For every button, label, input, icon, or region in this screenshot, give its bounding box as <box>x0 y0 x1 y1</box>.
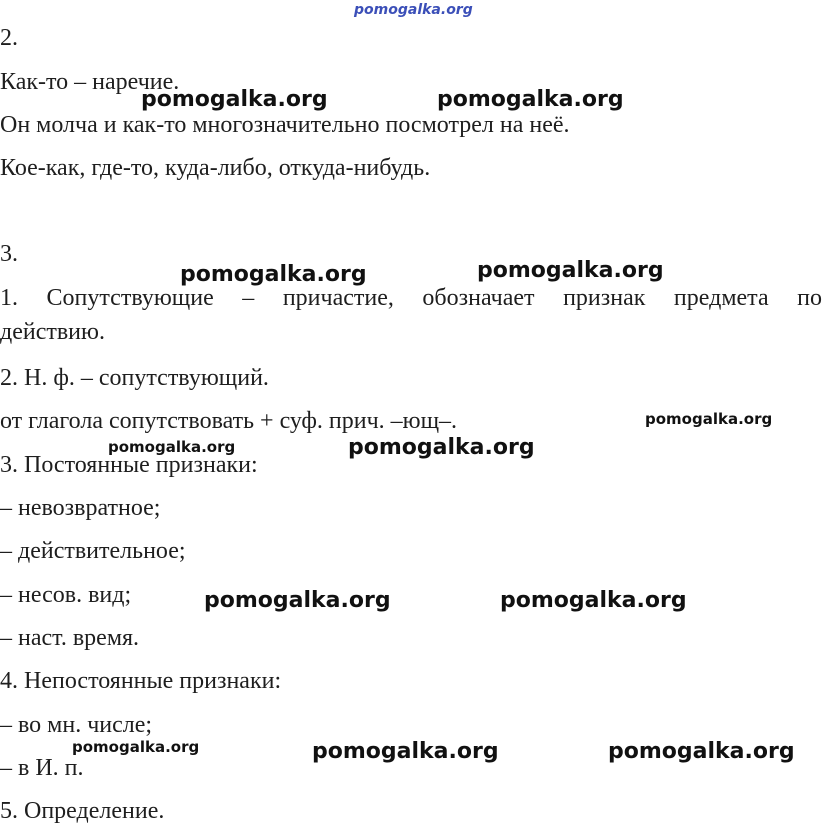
section-3-item-1-cont: действию. <box>0 319 105 345</box>
section-3-number: 3. <box>0 241 18 267</box>
section-2-line-1: Как-то – наречие. <box>0 69 180 95</box>
watermark-top: pomogalka.org <box>354 2 473 18</box>
watermark: pomogalka.org <box>108 438 236 456</box>
section-3-item-2-sub: от глагола сопутствовать + суф. прич. –ющ–. <box>0 408 458 434</box>
watermark: pomogalka.org <box>500 588 687 613</box>
section-2-line-3: Кое-как, где-то, куда-либо, откуда-нибудь. <box>0 155 431 181</box>
watermark: pomogalka.org <box>141 87 328 112</box>
watermark: pomogalka.org <box>645 410 773 428</box>
watermark: pomogalka.org <box>204 588 391 613</box>
section-2-number: 2. <box>0 25 18 51</box>
watermark: pomogalka.org <box>437 87 624 112</box>
watermark: pomogalka.org <box>608 739 795 764</box>
section-3-item-2: 2. Н. ф. – сопутствующий. <box>0 365 269 391</box>
section-2-line-2: Он молча и как-то многозначительно посмотрел на неё. <box>0 112 570 138</box>
watermark: pomogalka.org <box>180 262 367 287</box>
list-item: – невозвратное; <box>0 495 161 521</box>
watermark: pomogalka.org <box>72 738 200 756</box>
list-item: – наст. время. <box>0 625 140 651</box>
list-item: – во мн. числе; <box>0 712 153 738</box>
section-3-item-3: 3. Постоянные признаки: <box>0 452 258 478</box>
section-3-item-4: 4. Непостоянные признаки: <box>0 668 282 694</box>
watermark: pomogalka.org <box>312 739 499 764</box>
list-item: – действительное; <box>0 538 186 564</box>
section-3-item-5: 5. Определение. <box>0 798 165 824</box>
section-3-item-1: 1. Сопутствующие – причастие, обозначает признак предмета по <box>0 285 822 311</box>
watermark: pomogalka.org <box>477 258 664 283</box>
list-item: – несов. вид; <box>0 582 132 608</box>
list-item: – в И. п. <box>0 755 84 781</box>
watermark: pomogalka.org <box>348 435 535 460</box>
